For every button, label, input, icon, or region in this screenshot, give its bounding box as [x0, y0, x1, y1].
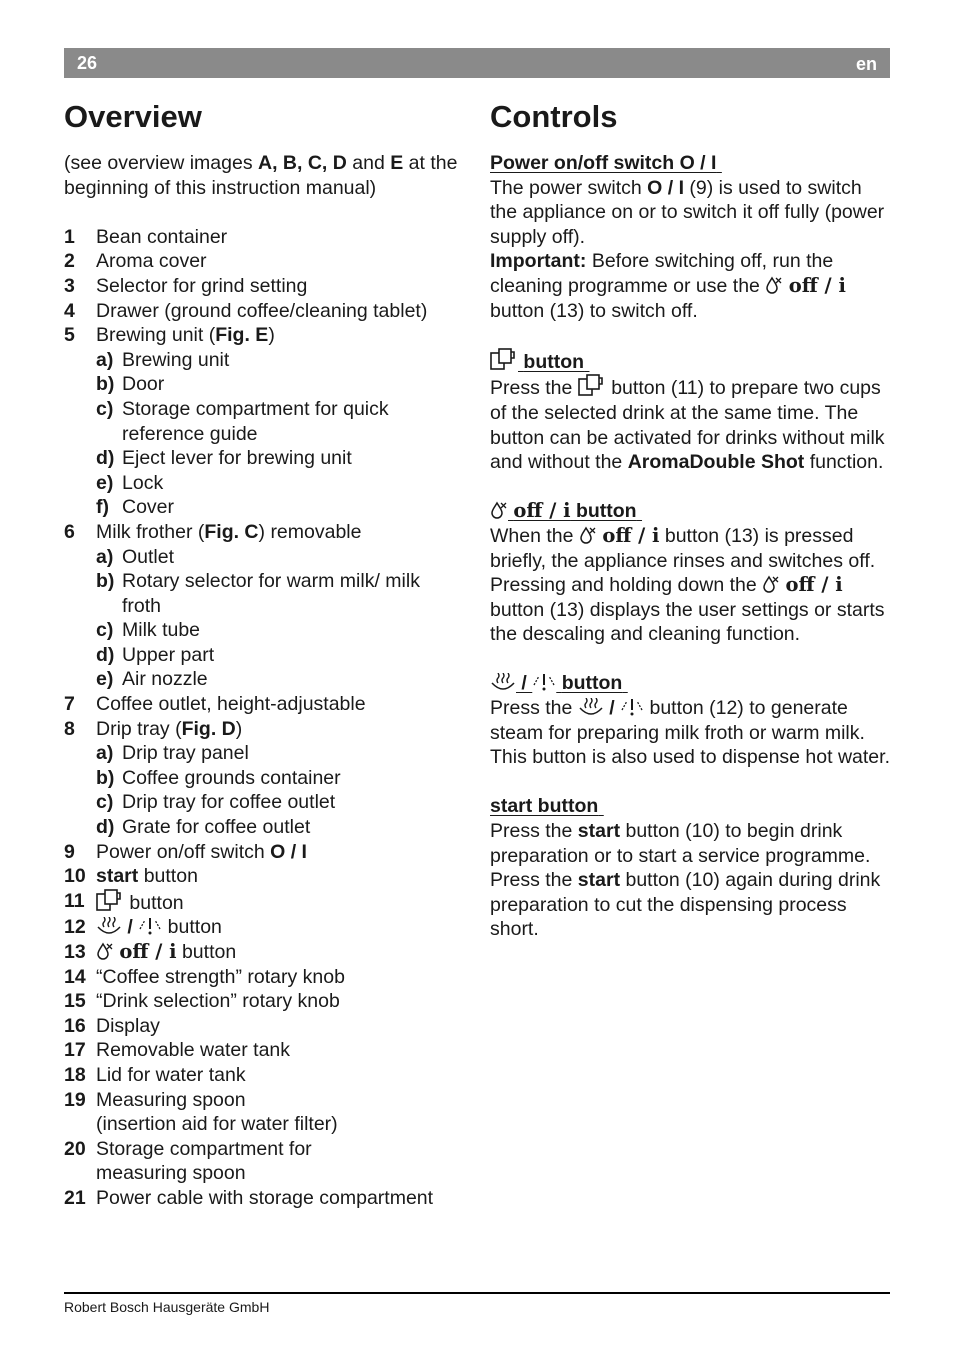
- steam-button-text: Press the / button (12) to generate steam for preparing milk froth or warm milk. This button is also used to dispense hot water.: [490, 697, 890, 769]
- overview-intro: (see overview images A, B, C, D and E at the beginning of this instruction manual): [64, 152, 458, 199]
- language-code: en: [855, 54, 877, 74]
- double-button-heading: button: [490, 348, 890, 375]
- sub-item: f) Cover: [96, 496, 175, 519]
- sub-item: d) Grate for coffee outlet: [96, 816, 311, 839]
- list-item: 9 Power on/off switch O / I: [64, 840, 307, 863]
- list-item: 17 Removable water tank: [64, 1039, 291, 1062]
- steam-icon: [578, 698, 604, 716]
- list-item: 14 “Coffee strength” rotary knob: [64, 965, 345, 988]
- sub-item: b) Rotary selector for warm milk/ milk froth: [96, 570, 420, 617]
- sub-item: c) Storage compartment for quick reference guide: [96, 397, 389, 445]
- list-item: 3 Selector for grind setting: [64, 274, 308, 297]
- rinse-off-icon: [765, 276, 783, 294]
- footer-divider: [64, 1292, 890, 1294]
- list-item: 20 Storage compartment for measuring spoon: [64, 1137, 312, 1185]
- sub-item: e) Lock: [96, 471, 164, 494]
- list-item: 8 Drip tray (Fig. D): [64, 717, 243, 740]
- overview-column: [64, 151, 464, 1211]
- off-i-button-heading: off / i button: [490, 499, 890, 524]
- sub-item: c) Drip tray for coffee outlet: [96, 791, 336, 814]
- list-item: 21 Power cable with storage compartment: [64, 1186, 434, 1209]
- sub-item: d) Eject lever for brewing unit: [96, 447, 352, 470]
- power-switch-important: Important: Before switching off, run the cleaning programme or use the off / i button (13) to switch off.: [490, 250, 846, 322]
- list-item: 7 Coffee outlet, height-adjustable: [64, 693, 366, 716]
- steam-button-heading: / button: [490, 671, 890, 696]
- list-item: 15 “Drink selection” rotary knob: [64, 990, 340, 1013]
- sub-item: a) Drip tray panel: [96, 742, 249, 765]
- steam-icon: [490, 673, 516, 691]
- list-item: 5 Brewing unit (Fig. E): [64, 324, 275, 347]
- double-cup-icon: [96, 889, 124, 911]
- rinse-off-icon: [579, 526, 597, 544]
- list-item: 19 Measuring spoon (insertion aid for water filter): [64, 1088, 338, 1136]
- list-item: 13 off / i button: [64, 940, 237, 963]
- sub-item: d) Upper part: [96, 643, 215, 666]
- list-item: 11 button: [64, 889, 184, 914]
- list-item: 6 Milk frother (Fig. C) removable: [64, 520, 362, 543]
- list-item: 10 start button: [64, 865, 198, 888]
- page-number: 26: [77, 53, 98, 73]
- list-item: 16 Display: [64, 1014, 160, 1037]
- start-button-text: Press the start button (10) to begin drink preparation or to start a service programme. Press the start button (10) again during drink preparation to cut the dispensing process short.: [490, 820, 881, 941]
- sub-item: a) Outlet: [96, 545, 175, 568]
- power-switch-text: The power switch O / I (9) is used to switch the appliance on or to switch it off fully (power supply off).: [490, 176, 885, 248]
- footer-company: Robert Bosch Hausgeräte GmbH: [64, 1299, 270, 1315]
- list-item: 12 / button: [64, 916, 222, 939]
- steam-icon: [96, 917, 122, 935]
- rinse-off-icon: [96, 942, 114, 960]
- controls-title: Controls: [490, 99, 618, 134]
- sub-item: e) Air nozzle: [96, 668, 208, 691]
- list-item: 2 Aroma cover: [64, 250, 207, 273]
- sub-item: c) Milk tube: [96, 619, 201, 642]
- list-item: 4 Drawer (ground coffee/cleaning tablet): [64, 299, 428, 322]
- hot-water-icon: [138, 917, 162, 935]
- start-button-heading: start button: [490, 795, 599, 818]
- list-item: 1 Bean container: [64, 225, 228, 248]
- sub-item: b) Coffee grounds container: [96, 766, 341, 789]
- power-switch-heading: Power on/off switch O / I: [490, 152, 717, 174]
- rinse-off-icon: [762, 575, 780, 593]
- sub-item: b) Door: [96, 373, 165, 396]
- hot-water-icon: [532, 673, 556, 691]
- hot-water-icon: [620, 698, 644, 716]
- header-bar: [64, 48, 890, 78]
- sub-item: a) Brewing unit: [96, 348, 230, 371]
- double-cup-icon: [578, 374, 606, 396]
- off-i-button-text: When the off / i button (13) is pressed briefly, the appliance rinses and switches off. Pressing and holding down the off / i button (13) displays the user settings or starts the descaling and cleaning function.: [490, 523, 885, 646]
- double-cup-icon: [490, 348, 518, 370]
- overview-title: Overview: [64, 99, 202, 134]
- double-button-text: Press the button (11) to prepare two cups of the selected drink at the same time. The button can be activated for drinks without milk and without the AromaDouble Shot function.: [490, 374, 890, 474]
- rinse-off-icon: [490, 501, 508, 519]
- controls-column: [490, 151, 890, 942]
- list-item: 18 Lid for water tank: [64, 1063, 246, 1086]
